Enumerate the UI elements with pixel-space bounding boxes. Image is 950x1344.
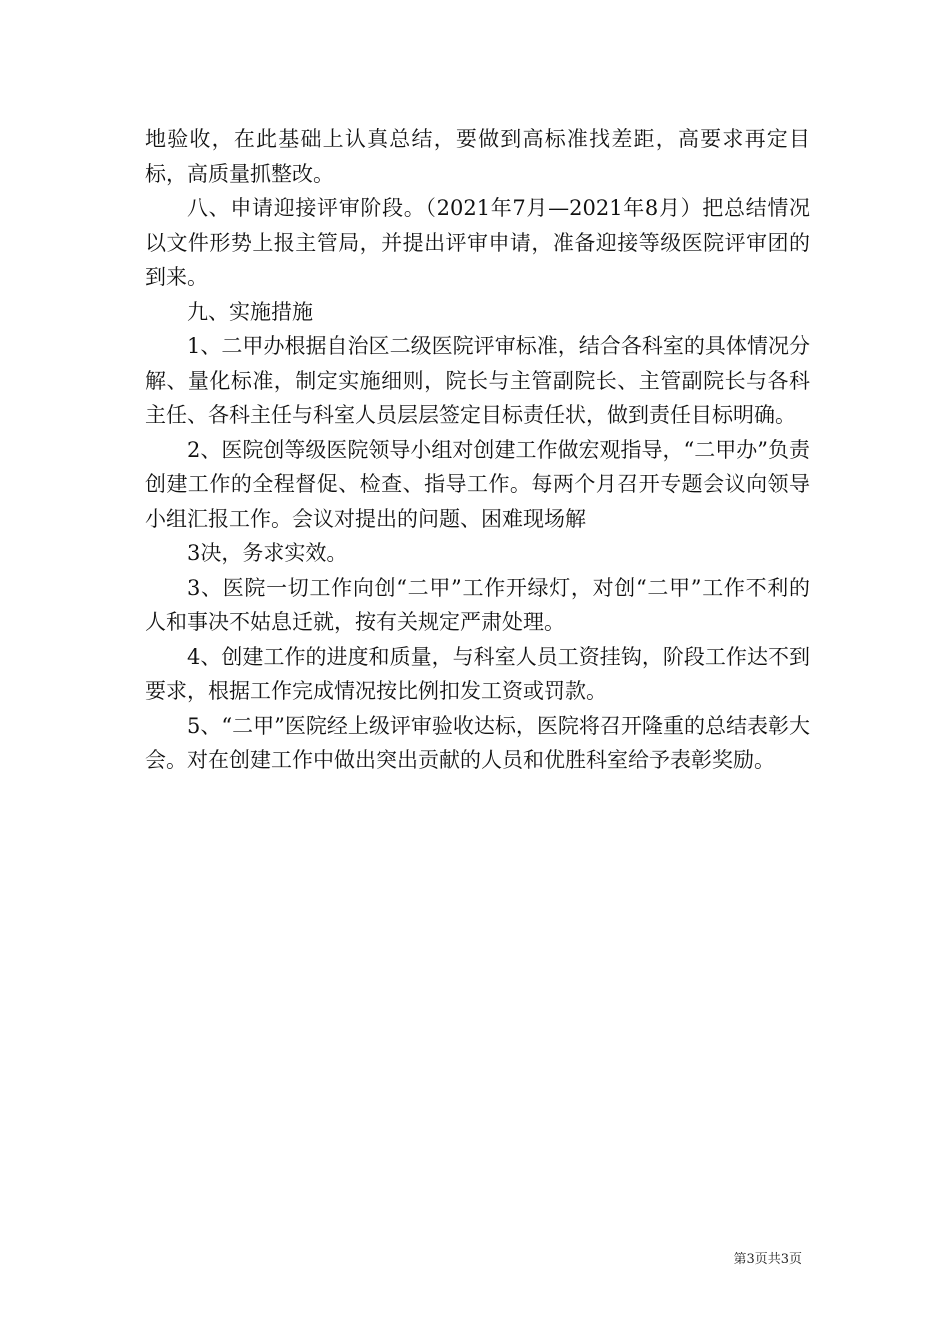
document-body [145,122,810,778]
paragraph-section-8: 八、申请迎接评审阶段。（2021年7月—2021年8月）把总结情况以文件形势上报主管局，并提出评审申请，准备迎接等级医院评审团的到来。 [145,196,810,289]
measure-item-1: 1、二甲办根据自治区二级医院评审标准，结合各科室的具体情况分解、量化标准，制定实施细则，院长与主管副院长、主管副院长与各科主任、各科主任与科室人员层层签定目标责任状，做到责任目标明确。 [145,334,810,427]
paragraph-continuation: 地验收，在此基础上认真总结，要做到高标准找差距，高要求再定目标，高质量抓整改。 [145,127,810,186]
page-number-footer: 第3页共3页 [733,1252,802,1267]
measure-item-3: 3、医院一切工作向创“二甲”工作开绿灯，对创“二甲”工作不利的人和事决不姑息迁就，按有关规定严肃处理。 [145,575,810,634]
measure-item-4: 4、创建工作的进度和质量，与科室人员工资挂钩，阶段工作达不到要求，根据工作完成情况按比例扣发工资或罚款。 [145,644,810,703]
section-heading-9: 九、实施措施 [187,299,313,324]
measure-item-5: 5、“二甲”医院经上级评审验收达标，医院将召开隆重的总结表彰大会。对在创建工作中做出突出贡献的人员和优胜科室给予表彰奖励。 [145,713,810,772]
measure-item-2: 2、医院创等级医院领导小组对创建工作做宏观指导，“二甲办”负责创建工作的全程督促、检查、指导工作。每两个月召开专题会议向领导小组汇报工作。会议对提出的问题、困难现场解 [145,437,810,531]
measure-item-2-continuation: 3决，务求实效。 [187,541,348,565]
